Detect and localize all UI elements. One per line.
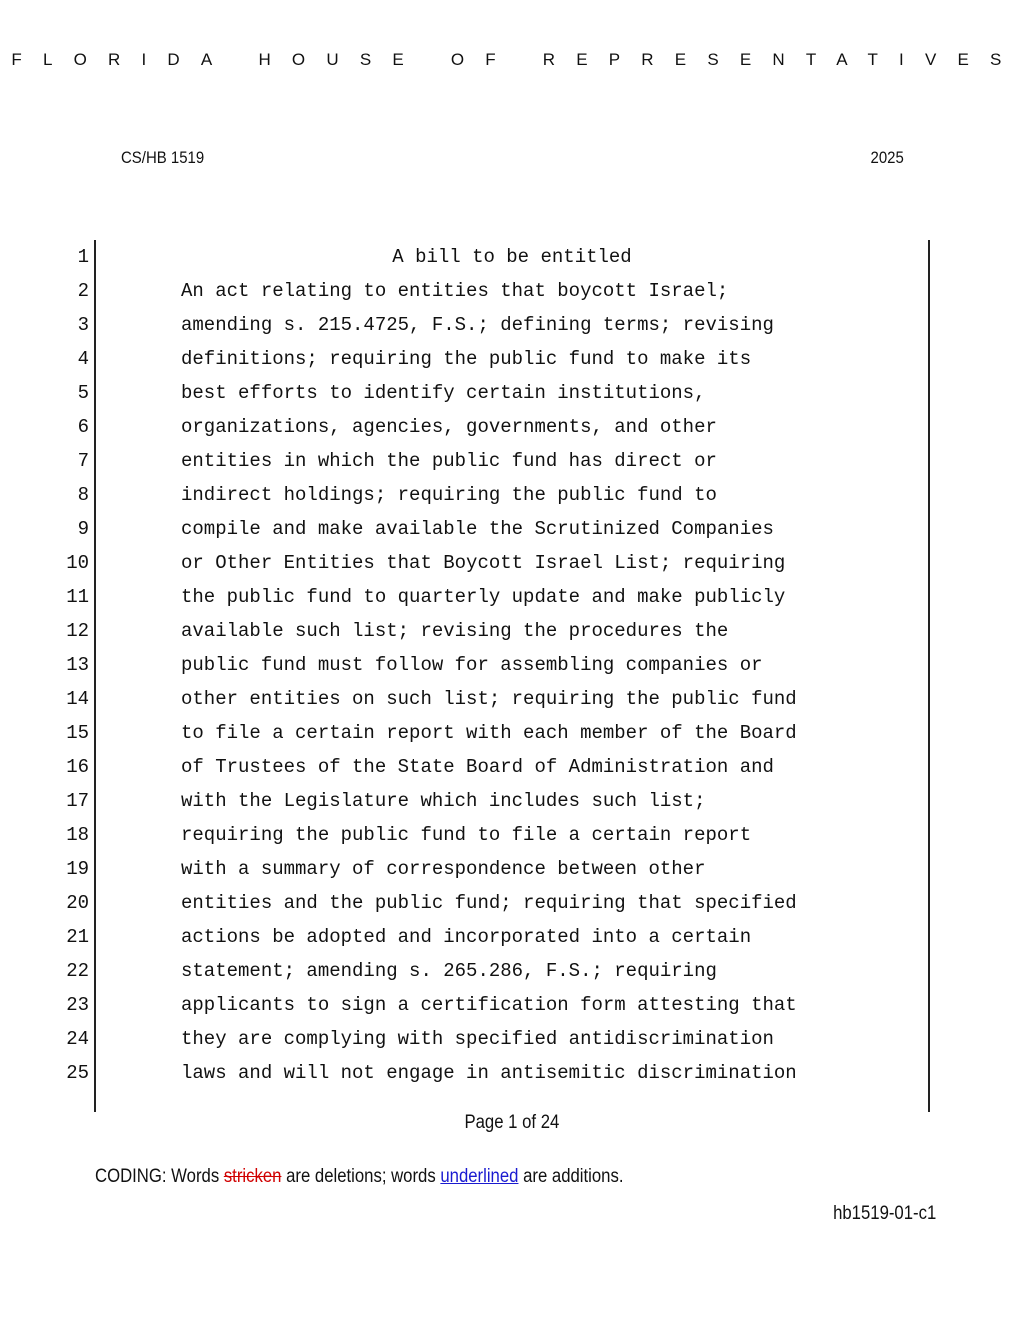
coding-suffix: are additions. xyxy=(518,1166,624,1187)
line-number: 6 xyxy=(77,416,89,438)
line-text: A bill to be entitled xyxy=(392,246,632,268)
line-number: 11 xyxy=(66,586,89,608)
bill-line xyxy=(0,1056,1024,1090)
line-number: 8 xyxy=(77,484,89,506)
line-text: actions be adopted and incorporated into a certain xyxy=(181,926,752,948)
bill-line xyxy=(0,716,1024,750)
page-number xyxy=(0,1112,1024,1134)
line-number: 20 xyxy=(66,892,89,914)
bill-line xyxy=(0,444,1024,478)
line-number: 4 xyxy=(77,348,89,370)
line-number: 23 xyxy=(66,994,89,1016)
line-text: entities and the public fund; requiring that specified xyxy=(181,892,797,914)
bill-line xyxy=(0,376,1024,410)
line-text: public fund must follow for assembling companies or xyxy=(181,654,763,676)
bill-line xyxy=(0,818,1024,852)
bill-line xyxy=(0,886,1024,920)
bill-line xyxy=(0,784,1024,818)
line-text: amending s. 215.4725, F.S.; defining terms; revising xyxy=(181,314,774,336)
bill-line xyxy=(0,954,1024,988)
bill-line xyxy=(0,580,1024,614)
line-number: 19 xyxy=(66,858,89,880)
line-number: 10 xyxy=(66,552,89,574)
line-text: available such list; revising the procedures the xyxy=(181,620,729,642)
line-number: 12 xyxy=(66,620,89,642)
line-text: of Trustees of the State Board of Administration and xyxy=(181,756,774,778)
document-code: hb1519-01-c1 xyxy=(832,1203,936,1224)
line-text: they are complying with specified antidiscrimination xyxy=(181,1028,774,1050)
bill-number: CS/HB 1519 xyxy=(121,148,205,167)
bill-line xyxy=(0,240,1024,274)
line-number: 25 xyxy=(66,1062,89,1084)
chamber-title: FLORIDA HOUSE OF REPRESENTATIVES xyxy=(11,50,1023,69)
line-text: applicants to sign a certification form attesting that xyxy=(181,994,797,1016)
line-text: statement; amending s. 265.286, F.S.; requiring xyxy=(181,960,717,982)
bill-line xyxy=(0,648,1024,682)
bill-line xyxy=(0,274,1024,308)
bill-line xyxy=(0,750,1024,784)
line-text: best efforts to identify certain institutions, xyxy=(181,382,706,404)
line-text: requiring the public fund to file a certain report xyxy=(181,824,752,846)
stricken-example: stricken xyxy=(223,1166,282,1187)
line-text: indirect holdings; requiring the public fund to xyxy=(181,484,717,506)
bill-line xyxy=(0,988,1024,1022)
line-number: 1 xyxy=(77,246,89,268)
line-number: 2 xyxy=(77,280,89,302)
line-number: 5 xyxy=(77,382,89,404)
line-number: 24 xyxy=(66,1028,89,1050)
line-text: other entities on such list; requiring the public fund xyxy=(181,688,797,710)
line-number: 17 xyxy=(66,790,89,812)
bill-line xyxy=(0,342,1024,376)
coding-prefix: CODING: Words xyxy=(95,1166,224,1187)
line-text: with a summary of correspondence between other xyxy=(181,858,706,880)
line-number: 21 xyxy=(66,926,89,948)
line-text: or Other Entities that Boycott Israel List; requiring xyxy=(181,552,786,574)
line-text: compile and make available the Scrutinized Companies xyxy=(181,518,774,540)
line-number: 9 xyxy=(77,518,89,540)
line-number: 14 xyxy=(66,688,89,710)
line-number: 7 xyxy=(77,450,89,472)
bill-line xyxy=(0,546,1024,580)
line-number: 16 xyxy=(66,756,89,778)
bill-line xyxy=(0,478,1024,512)
coding-middle: are deletions; words xyxy=(281,1166,441,1187)
line-number: 15 xyxy=(66,722,89,744)
line-text: to file a certain report with each member of the Board xyxy=(181,722,797,744)
bill-line xyxy=(0,614,1024,648)
bill-line xyxy=(0,1022,1024,1056)
line-text: organizations, agencies, governments, and other xyxy=(181,416,717,438)
underlined-example: underlined xyxy=(440,1166,519,1187)
line-number: 18 xyxy=(66,824,89,846)
bill-line xyxy=(0,512,1024,546)
line-number: 22 xyxy=(66,960,89,982)
line-text: entities in which the public fund has direct or xyxy=(181,450,717,472)
bill-line xyxy=(0,852,1024,886)
bill-year: 2025 xyxy=(870,148,904,167)
line-number: 13 xyxy=(66,654,89,676)
line-text: with the Legislature which includes such list; xyxy=(181,790,706,812)
bill-text-body xyxy=(0,240,1024,1112)
line-text: definitions; requiring the public fund to make its xyxy=(181,348,752,370)
bill-line xyxy=(0,308,1024,342)
coding-legend xyxy=(95,1166,623,1188)
line-number: 3 xyxy=(77,314,89,336)
page-number-label: Page 1 of 24 xyxy=(464,1112,560,1133)
line-text: An act relating to entities that boycott Israel; xyxy=(181,280,729,302)
line-text: the public fund to quarterly update and make publicly xyxy=(181,586,786,608)
bill-line xyxy=(0,410,1024,444)
bill-line xyxy=(0,920,1024,954)
bill-line xyxy=(0,682,1024,716)
line-text: laws and will not engage in antisemitic discrimination xyxy=(181,1062,797,1084)
